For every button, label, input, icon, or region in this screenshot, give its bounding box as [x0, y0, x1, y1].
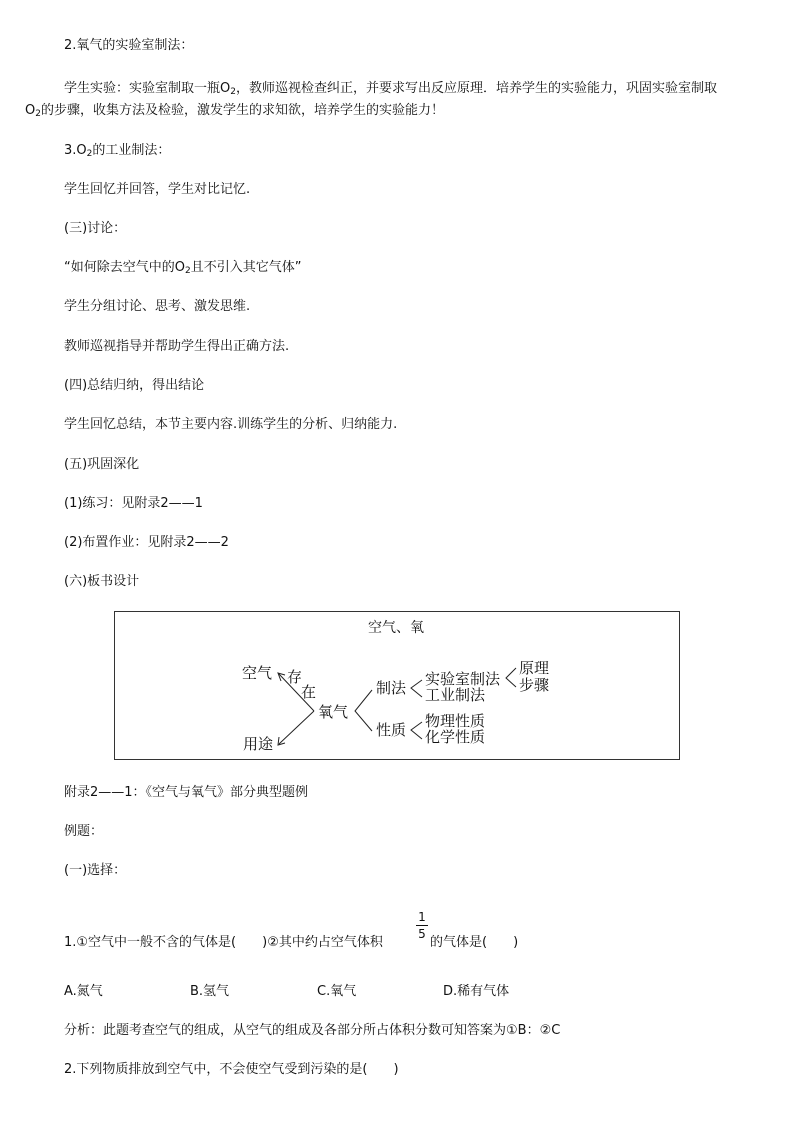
- subscript: 2: [230, 87, 236, 97]
- option-d: D.稀有气体: [443, 984, 510, 999]
- heading-discussion: (三)讨论：: [64, 221, 127, 236]
- heading-summary: (四)总结归纳，得出结论: [64, 378, 205, 393]
- node-industrial-method: 工业制法: [425, 686, 486, 704]
- text: 且不引入其它气体”: [190, 260, 302, 275]
- text: 学生实验：实验室制取一瓶O: [64, 81, 231, 96]
- paragraph-lab-experiment: [64, 80, 717, 98]
- node-principle: 原理: [519, 659, 550, 677]
- brace-lab-method: [506, 668, 516, 687]
- brace-oxygen: [355, 690, 372, 731]
- subscript: 2: [184, 266, 191, 276]
- fraction-one-fifth: [416, 910, 428, 941]
- node-properties: 性质: [376, 721, 407, 739]
- node-preparation: 制法: [376, 679, 407, 697]
- paragraph-lab-experiment-cont: [25, 102, 444, 120]
- item-homework: (2)布置作业：见附录2——2: [64, 535, 229, 550]
- node-uses: 用途: [243, 735, 274, 753]
- heading-industrial-preparation: [64, 142, 170, 160]
- text: 的工业制法：: [92, 143, 171, 158]
- option-a: A.氮气: [64, 984, 103, 999]
- brace-properties: [411, 722, 422, 739]
- node-chemical-props: 化学性质: [425, 728, 486, 746]
- text: ，教师巡视检查纠正，并要求写出反应原理．培养学生的实验能力，巩固实验室制取: [235, 81, 717, 96]
- node-exist-1: 存: [287, 668, 303, 686]
- brace-preparation: [411, 680, 422, 697]
- node-air: 空气: [242, 664, 273, 682]
- connector-to-uses: [279, 711, 314, 744]
- diagram-connectors: [115, 612, 679, 759]
- connector-to-air: [279, 674, 317, 711]
- text: 3.O: [64, 143, 87, 158]
- option-c: C.氧气: [317, 984, 357, 999]
- node-steps: 步骤: [519, 676, 550, 694]
- question-1-part-a: 1.①空气中一般不含的气体是( )②其中约占空气体积: [64, 935, 383, 950]
- analysis-1: 分析：此题考查空气的组成，从空气的组成及各部分所占体积分数可知答案为①B：②C: [64, 1023, 561, 1038]
- board-design-diagram: [114, 611, 680, 760]
- question-2: 2.下列物质排放到空气中，不会使空气受到污染的是( ): [64, 1062, 399, 1077]
- diagram-title: 空气、氧: [368, 620, 424, 636]
- subscript: 2: [86, 149, 93, 159]
- text: O: [25, 103, 36, 118]
- fraction-bar: [416, 925, 428, 926]
- appendix-heading: 附录2——1：《空气与氧气》部分典型题例: [64, 785, 309, 800]
- text: 的步骤，收集方法及检验，激发学生的求知欲，培养学生的实验能力！: [40, 103, 444, 118]
- section-multiple-choice: (一)选择：: [64, 863, 127, 878]
- text: “如何除去空气中的O: [64, 260, 185, 275]
- node-exist-2: 在: [301, 683, 317, 701]
- example-label: 例题：: [64, 824, 104, 839]
- heading-lab-preparation: 2.氧气的实验室制法：: [64, 38, 194, 53]
- heading-consolidate: (五)巩固深化: [64, 457, 140, 472]
- heading-board-design: (六)板书设计: [64, 574, 140, 589]
- node-physical-props: 物理性质: [425, 712, 486, 730]
- node-oxygen: 氧气: [318, 703, 349, 721]
- fraction-numerator: 1: [418, 910, 426, 924]
- discussion-question: [64, 259, 301, 277]
- paragraph-recall: 学生回忆并回答，学生对比记忆.: [64, 182, 251, 197]
- paragraph-summary: 学生回忆总结，本节主要内容.训练学生的分析、归纳能力.: [64, 417, 398, 432]
- paragraph-teacher-guidance: 教师巡视指导并帮助学生得出正确方法.: [64, 339, 290, 354]
- item-exercise: (1)练习：见附录2——1: [64, 496, 203, 511]
- subscript: 2: [35, 109, 41, 119]
- option-b: B.氢气: [190, 984, 230, 999]
- fraction-denominator: 5: [418, 927, 426, 941]
- question-1-part-b: 的气体是( ): [430, 935, 519, 950]
- paragraph-group-discussion: 学生分组讨论、思考、激发思维.: [64, 299, 251, 314]
- node-lab-method: 实验室制法: [425, 670, 501, 688]
